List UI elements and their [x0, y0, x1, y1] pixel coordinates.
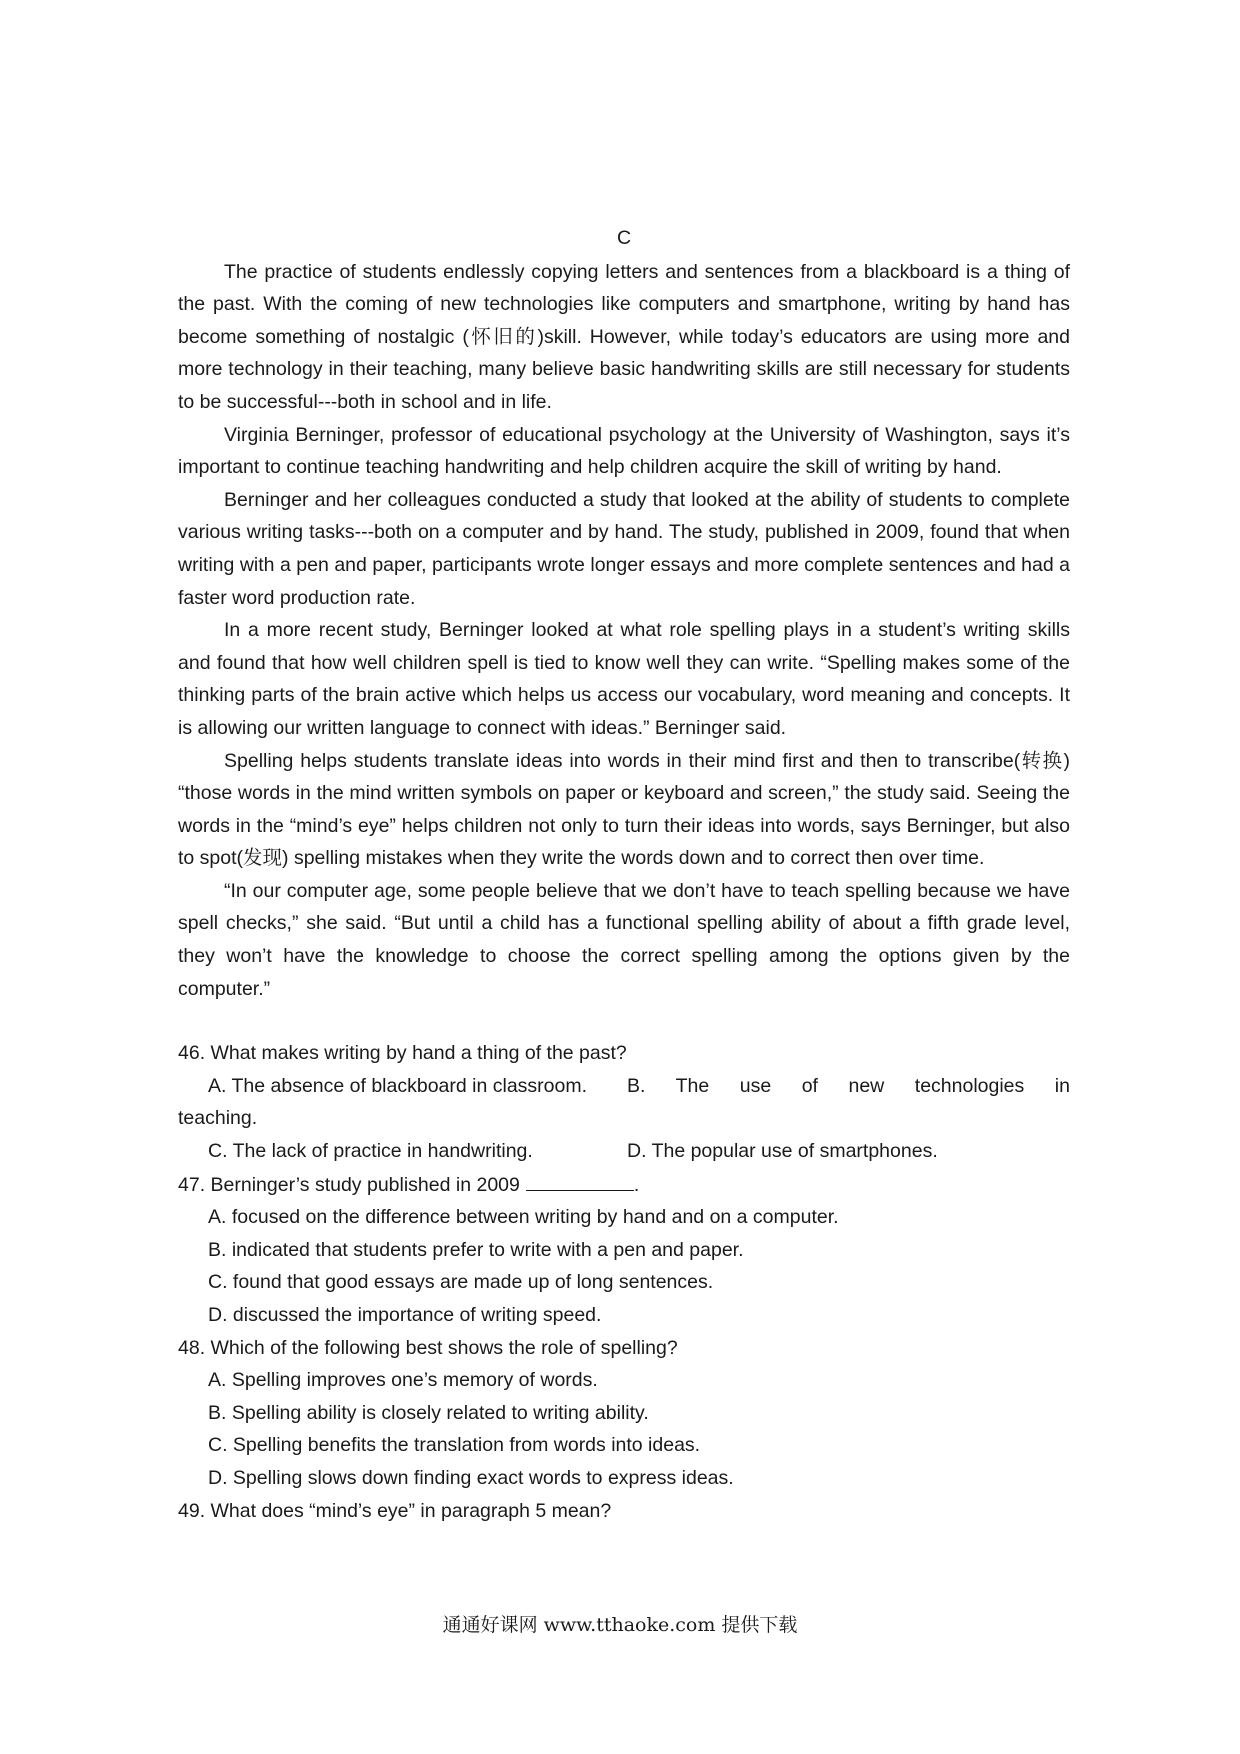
question-46-option-a: A. The absence of blackboard in classroom. — [208, 1074, 588, 1097]
question-46-options-cd — [178, 1135, 1070, 1168]
paragraph-3: Berninger and her colleagues conducted a study that looked at the ability of students to complete various writing tasks---both on a computer and by hand. The study, published in 2009, found that when writing with a pen and paper, participants wrote longer essays and more complete sentences and had a faster word production rate. — [178, 488, 1070, 609]
question-49-stem: 49. What does “mind’s eye” in paragraph 5 mean? — [178, 1499, 612, 1522]
question-47-option-c: C. found that good essays are made up of long sentences. — [208, 1271, 714, 1294]
question-46-option-c: C. The lack of practice in handwriting. — [208, 1140, 533, 1163]
section-letter: C — [616, 227, 632, 249]
question-48-option-b: B. Spelling ability is closely related to writing ability. — [208, 1401, 649, 1424]
question-48-option-c: C. Spelling benefits the translation from words into ideas. — [208, 1434, 701, 1457]
page-footer: 通通好课网 www.tthaoke.com 提供下载 — [442, 1614, 798, 1636]
question-48-option-a: A. Spelling improves one’s memory of words. — [208, 1369, 598, 1392]
paragraph-2: Virginia Berninger, professor of educational psychology at the University of Washington, says it’s important to continue teaching handwriting and help children acquire the skill of writing by hand. — [178, 423, 1070, 479]
document-page — [178, 222, 1070, 1527]
question-47-option-d: D. discussed the importance of writing speed. — [208, 1304, 602, 1326]
question-48-stem: 48. Which of the following best shows the role of spelling? — [178, 1336, 678, 1359]
question-48-option-d: D. Spelling slows down finding exact words to express ideas. — [208, 1466, 734, 1489]
question-46-options-ab — [178, 1070, 1070, 1135]
paragraph-6: “In our computer age, some people believe that we don’t have to teach spelling because we have spell checks,” she said. “But until a child has a functional spelling ability of about a fifth grade level, they won’t have the knowledge to choose the correct spelling among the options given by the computer.” — [178, 879, 1070, 1000]
question-47-stem — [178, 1168, 1070, 1202]
question-46-stem: 46. What makes writing by hand a thing of the past? — [178, 1042, 627, 1065]
answer-blank — [526, 1168, 634, 1191]
question-47-stem-text: 47. Berninger’s study published in 2009 — [178, 1173, 520, 1196]
question-46-option-b: B. The use of new technologies in — [627, 1074, 1070, 1097]
paragraph-1: The practice of students endlessly copying letters and sentences from a blackboard is a thing of the past. With the coming of new technologies like computers and smartphone, writing by hand has become something of nostalgic (怀旧的)skill. However, while today’s educators are using more and more technology in their teaching, many believe basic handwriting skills are still necessary for students to be successful---both in school and in life. — [178, 260, 1070, 413]
question-47-option-b: B. indicated that students prefer to write with a pen and paper. — [208, 1238, 744, 1261]
paragraph-5: Spelling helps students translate ideas into words in their mind first and then to transcribe(转换) “those words in the mind written symbols on paper or keyboard and screen,” the study said. Seeing the words in the “mind’s eye” helps children not only to turn their ideas into words, says Berninger, but also to spot(发现) spelling mistakes when they write the words down and to correct then over time. — [178, 749, 1070, 870]
question-47-option-a: A. focused on the difference between writing by hand and on a computer. — [208, 1206, 839, 1229]
question-46-option-d: D. The popular use of smartphones. — [627, 1140, 938, 1163]
question-46-option-b-continued: teaching. — [178, 1107, 258, 1130]
questions — [178, 1037, 1070, 1527]
paragraph-4: In a more recent study, Berninger looked at what role spelling plays in a student’s writing skills and found that how well children spell is tied to know well they can write. “Spelling makes some of the thinking parts of the brain active which helps us access our vocabulary, word meaning and concepts. It is allowing our written language to connect with ideas.” Berninger said. — [178, 619, 1070, 739]
question-47-stem-end: . — [633, 1173, 640, 1196]
